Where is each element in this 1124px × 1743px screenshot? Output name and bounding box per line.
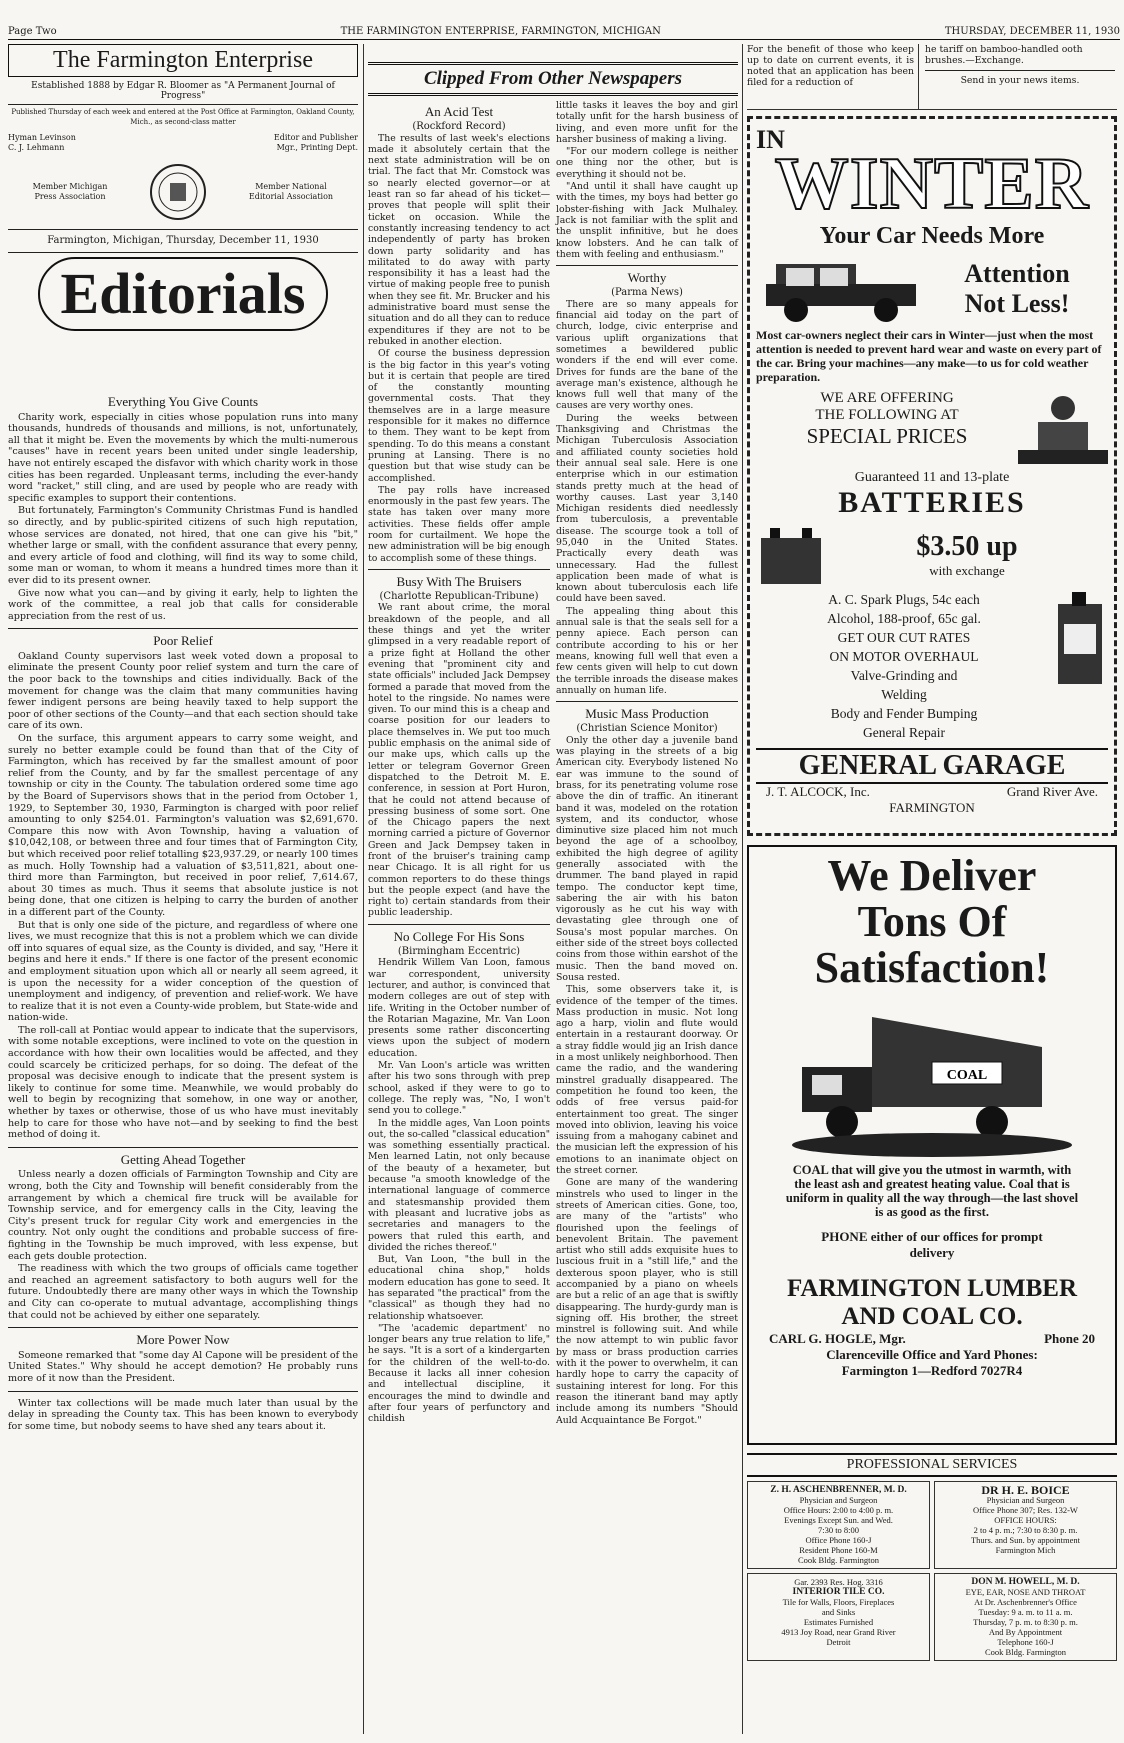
ad-address: Grand River Ave.: [1006, 784, 1098, 799]
paragraph: This, some observers take it, is evidence of the temper of the times. Mass production in music. Not long ago a harp, violin and flute would entertain in a restaurant doorway. Or a stray fiddle would jig an Irish dance in a most unlikely neighborhood. Then came the radio, and the wandering minstrel gradually disappeared. The competition he found too keen, the odds of free versus paid-for entertainment too great. The singer moved into oblivion, leaving his voice issuing from a mahogany cabinet and the musician left the expression of his emotions to an inanimate object on the street corner.: [556, 984, 738, 1177]
paragraph: Hendrik Willem Van Loon, famous war correspondent, university lecturer, and author, is convinced that modern colleges are out of step with life. Writing in the October number of the Rotarian Magazine, Mr. Van Loon presents some rather disconcerting views upon the subject of modern education.: [368, 957, 550, 1059]
filler-tariff: For the benefit of those who keep up to date on current events, it is noted that an application has been filed for a reduction of: [747, 44, 919, 109]
ad-item: GET OUR CUT RATES: [837, 630, 971, 645]
ad-owner: J. T. ALCOCK, Inc.: [766, 784, 870, 799]
ad-blurb: Most car-owners neglect their cars in Winter—just when the most attention is needed to prevent hard wear and waste on every part of the car. Bring your machines—any make—to us for cold weather preparation.: [756, 328, 1102, 384]
paragraph: On the surface, this argument appears to carry some weight, and surely no better example could be found than that of the City of Farmington, which has received by far the smallest amount of poor relief from the County, and by far the smallest percentage of any township or city in the County. The tabulation ordered some time ago by the Board of Supervisors shows that in the period from October 1, 1929, to September 30, 1930, Farmington is charged with poor relief amounting to only $254.01. Farmington's valuation was $2,691,670. Compare this now with Avon Township, having a valuation of $10,042,108, or between three and four times that of Farmington City, but which received poor relief totalling $23,937.29, or nearly 100 times as much. Holly Township had a valuation of $3,511,821, about one-third more than Farmington, but received in poor relief, 7,614.67, about 30 times as much. Thus it seems that absolute justice is not being done, that one citizen is helping to carry the burden of another in a different part of the County.: [8, 733, 358, 918]
member-michigan: Member Michigan Press Association: [32, 182, 108, 201]
service-card: [934, 1573, 1117, 1661]
truck-label: COAL: [946, 1068, 988, 1083]
article-source: (Parma News): [611, 287, 683, 299]
article-title: An Acid Test: [424, 104, 494, 119]
article-source: (Rockford Record): [412, 121, 506, 133]
paragraph: Someone remarked that "some day Al Capone will be president of the United States." Why should he accept demotion? He probably runs more of it now than the President.: [8, 1349, 358, 1384]
ad-following: THE FOLLOWING AT: [815, 407, 959, 423]
staff-role: Editor and Publisher: [273, 133, 358, 142]
filler-news: Send in your news items.: [960, 75, 1080, 86]
staff-name: Hyman Levinson: [8, 133, 76, 142]
ad-item: Alcohol, 188-proof, 65c gal.: [827, 611, 981, 626]
article-source: (Christian Science Monitor): [576, 723, 718, 735]
card-line: 7:30 to 8:00: [817, 1525, 860, 1535]
card-line: Gar. 2393 Res. Hog. 3316: [794, 1577, 883, 1587]
paragraph: Gone are many of the wandering minstrels who used to linger in the streets of American cities. Gone, too, are many of the "artists" who flourished upon the feelings of benevolent Britain. The pavement artist who still adds exquisite hues to luscious fruit in a "still life," and the dexterous spoon player, who is still accompanied by a piano on wheels are but a relic of an age that is swiftly disappearing. The hurdy-gurdy man is signing off. His brother, the street minstrel is following suit. And while the now attempt to win public favor by mass or brass production carries with it the power to overwhelm, it can hardly hope to carry the capacity of sustaining interest for long. For this reason the itinerant band may aptly include among its numbers "Should Auld Acquaintance Be Forgot.": [556, 1177, 738, 1426]
coal-blurb: COAL that will give you the utmost in warmth, with the least ash and greatest heating value. Coal that is uniform in quality all the way through—the last shovel is as good as the first.: [785, 1163, 1079, 1219]
paragraph: The pay rolls have increased enormously in the past few years. The state has taken over many more activities. These fields offer ample room for curtailment. We hope the new administration will be big enough to accomplish some of these things.: [368, 484, 550, 564]
ad-town: FARMINGTON: [889, 800, 975, 815]
member-row: [8, 163, 358, 221]
card-line: Telephone 160-J: [997, 1637, 1054, 1647]
article-source: (Charlotte Republican-Tribune): [379, 591, 539, 603]
paragraph: Winter tax collections will be made much later than usual by the delay in spreading the County tax. This has been known to everybody for some time, but nobody seems to have shed any tears about it.: [8, 1397, 358, 1432]
services-title: PROFESSIONAL SERVICES: [747, 1453, 1117, 1477]
paragraph: In the middle ages, Van Loon points out, the so-called "classical education" was something essentially practical. Men learned Latin, not only because of the beauty of a hexameter, but because "a smooth knowledge of the international language of commerce and statesmanship provided them with pleasant and lucrative jobs as secretaries and managers to the powers that ruled this earth, and divided the riches thereof.": [368, 1117, 550, 1253]
card-line: and Sinks: [821, 1607, 856, 1617]
card-line: Tuesday: 9 a. m. to 11 a. m.: [978, 1607, 1073, 1617]
card-line: And By Appointment: [988, 1627, 1063, 1637]
article-title: Music Mass Production: [585, 706, 709, 722]
staff-role: Mgr., Printing Dept.: [276, 143, 358, 152]
ad-attention: Attention: [964, 259, 1070, 288]
press-seal-icon: [149, 163, 207, 221]
ad-item: General Repair: [862, 725, 946, 740]
article-title: Busy With The Bruisers: [396, 573, 522, 589]
masthead-title: The Farmington Enterprise: [8, 44, 358, 77]
ad-item: ON MOTOR OVERHAUL: [829, 649, 979, 664]
paragraph: But fortunately, Farmington's Community Christmas Fund is handled so directly, and by public-spirited citizens of such high reputation, whose services are donated, not hired, that one can give his "bit," whether large or small, with the confident assurance that every penny, and every article of food and clothing, will find its way to some child, some man or woman, to whom it means a hundred times more than it ever did to its present owner.: [8, 505, 358, 586]
ad-item: A. C. Spark Plugs, 54c each: [828, 592, 980, 607]
paper-name: THE FARMINGTON ENTERPRISE, FARMINGTON, MICHIGAN: [340, 26, 661, 37]
card-line: Physician and Surgeon: [799, 1495, 878, 1505]
column-rule: [742, 44, 743, 1734]
coal-company: FARMINGTON LUMBER: [786, 1275, 1078, 1302]
editorial-title: More Power Now: [136, 1332, 230, 1348]
clipped-header: Clipped From Other Newspapers: [368, 62, 738, 96]
staff-name: C. J. Lehmann: [8, 143, 65, 152]
clipped-column-right: [556, 100, 738, 1427]
article-title: No College For His Sons: [393, 928, 525, 944]
established-line: Established 1888 by Edgar R. Bloomer as "A Permanent Journal of Progress": [31, 81, 335, 101]
editorial-title: Getting Ahead Together: [120, 1151, 246, 1167]
paragraph: "And until it shall have caught up with the times, my boys had better go lobster-fishing with Jack Mulhaley. Jack is not familiar with the split and the unsplit infinitive, but he does know lobsters. And he can talk of them with feeling and enthusiasm.": [556, 181, 738, 260]
coal-ad: [747, 845, 1117, 1445]
card-name: DON M. HOWELL, M. D.: [971, 1577, 1080, 1587]
service-card: [747, 1481, 930, 1569]
masthead: [8, 44, 358, 331]
editorial-title: Everything You Give Counts: [107, 394, 259, 409]
service-card: [747, 1573, 930, 1661]
paragraph: Give now what you can—and by giving it early, help to lighten the work of the committee, a real job that calls for considerable appreciation from the rest of us.: [8, 587, 358, 622]
card-line: OFFICE HOURS:: [994, 1515, 1057, 1525]
paragraph: There are so many appeals for financial aid today on the part of church, lodge, civic enterprise and various uplift organizations that sometimes a bewildered public wonders if the end will ever come. Drives for funds are the bane of the average man's existence, although he knows full well that many of the causes are very worthy ones.: [556, 298, 738, 412]
ad-item: Valve-Grinding and: [850, 668, 958, 683]
ad-winter: WINTER: [774, 143, 1090, 225]
card-line: Office Phone 307; Res. 132-W: [973, 1505, 1078, 1515]
card-line: Thursday, 7 p. m. to 8:30 p. m.: [973, 1617, 1078, 1627]
article-source: (Birmingham Eccentric): [397, 946, 521, 958]
paragraph: "The 'academic department' no longer bears any true relation to life," he says. "It is a sort of a kindergarten for the children of the well-to-do. Because it lacks all inner cohesion and intellectual discipline, it encourages the mind to dwindle and after four years of perfunctory and childish: [368, 1322, 550, 1425]
can-icon: [1052, 590, 1108, 690]
publication-note: Published Thursday of each week and entered at the Post Office at Farmington, Oakland County, Mich., as second-class matter: [11, 108, 355, 126]
clipped-column-left: [368, 100, 550, 1426]
filler-strip: [747, 44, 1117, 110]
card-name: Z. H. ASCHENBRENNER, M. D.: [770, 1485, 907, 1495]
editorials-banner: Editorials: [38, 257, 328, 331]
card-line: Cook Bldg. Farmington: [798, 1555, 879, 1565]
card-line: 4913 Joy Road, near Grand River: [781, 1627, 896, 1637]
card-line: Resident Phone 160-M: [799, 1545, 878, 1555]
card-line: Office Phone 160-J: [805, 1535, 872, 1545]
ad-car-needs: Your Car Needs More: [819, 223, 1045, 249]
card-line: Thurs. and Sun. by appointment: [970, 1535, 1081, 1545]
coal-headline: Satisfaction!: [814, 943, 1050, 992]
card-line: Cook Bldg. Farmington: [985, 1647, 1066, 1657]
coal-phone-number: Phone 20: [1044, 1331, 1095, 1346]
car-icon: [756, 254, 926, 324]
paragraph: little tasks it leaves the boy and girl totally unfit for the harsh business of living, and even more unfit for the harsher business of making a living.: [556, 100, 738, 145]
card-line: Office Hours: 2:00 to 4:00 p. m.: [783, 1505, 894, 1515]
paragraph: Oakland County supervisors last week voted down a proposal to eliminate the present County poor relief system and turn the care of the poor back to the townships and cities individually. Back of the movement for change was the claim that many communities having fewer indigent persons are being heavily taxed to help support the poor of other sections of the County—and that each section should take care of its own.: [8, 650, 358, 732]
service-card: [934, 1481, 1117, 1569]
editorial-title: Poor Relief: [153, 633, 213, 649]
paragraph: Mr. Van Loon's article was written after his two sons through with prep school, asked if they were to go to college. The reply was, "No, I won't send you to college.": [368, 1060, 550, 1117]
ad-item: Body and Fender Bumping: [830, 706, 978, 721]
member-national: Member National Editorial Association: [248, 182, 334, 201]
paragraph: During the weeks between Thanksgiving and Christmas the Michigan Tuberculosis Association and affiliated county societies hold their annual seal sale. Here is one enterprise which in our estimation stands pretty much at the head of worthy causes. Last year 3,140 Michigan residents died needlessly from tuberculosis, a preventable disease. The scourge took a toll of 95,040 in the United States. Practically every death was unnecessary. Had the fullest application been made of what is known about tuberculosis each life could have been saved.: [556, 412, 738, 605]
card-line: Tile for Walls, Floors, Fireplaces: [782, 1597, 895, 1607]
ad-exchange: with exchange: [929, 563, 1005, 578]
ad-offering: WE ARE OFFERING: [820, 390, 954, 406]
paragraph: "For our modern college is neither one thing nor the other, but is everything it should not be.: [556, 146, 738, 180]
article-title: Worthy: [627, 270, 667, 286]
paragraph: The roll-call at Pontiac would appear to indicate that the supervisors, with some notable exceptions, were inclined to vote on the question in accordance with how their own localities would be affected, and they could scarcely be criticized perhaps, for so doing. The defeat of the proposal was decisive enough to indicate that the present system is likely to continue for some time. Meanwhile, we would probably do well to begin by recognizing that somehow, in one way or another, whether by taxes or otherwise, those of us who have must inevitably help to care for those who have not—and by seeking to find the best method of doing it.: [8, 1024, 358, 1141]
card-line: Evenings Except Sun. and Wed.: [784, 1515, 893, 1525]
dateline: Farmington, Michigan, Thursday, December 11, 1930: [47, 235, 319, 246]
coal-office: Clarenceville Office and Yard Phones:: [826, 1347, 1038, 1362]
card-line: Estimates Furnished: [803, 1617, 874, 1627]
coal-truck-icon: [782, 997, 1082, 1157]
paragraph: The readiness with which the two groups of officials came together and reached an agreement satisfactory to both augurs well for the future. Undoubtedly there are many other ways in which the Township and City can co-operate to mutual advantage, accomplishing things that could not be achieved by either one separately.: [8, 1263, 358, 1321]
page-number: Page Two: [8, 26, 57, 37]
ad-item: Welding: [881, 687, 927, 702]
ad-price: $3.50 up: [916, 531, 1018, 562]
card-line: Farmington Mich: [995, 1545, 1056, 1555]
issue-date: THURSDAY, DECEMBER 11, 1930: [944, 26, 1120, 37]
editorials-column: [8, 390, 358, 1433]
staff-row: [8, 133, 358, 143]
card-line: 2 to 4 p. m.; 7:30 to 8:30 p. m.: [973, 1525, 1078, 1535]
paragraph: But, Van Loon, "the bull in the educational china shop," holds modern education has gone to seed. It has separated "the practical" from the "classical" as though they had no relationship whatsoever.: [368, 1254, 550, 1322]
paragraph: Only the other day a juvenile band was playing in the streets of a big American city. Everybody listened No ear was immune to the sound of brass, for its penetrating volume rose above the din of traffic. An itinerant band it was, modeled on the rotation system, and its conductor, whose diminutive size placed him not much beyond the age of a schoolboy, exhibited the high degree of agility generally associated with the drummer. The band played in rapid tempo. The conductor kept time, sabering the air with his baton vigorously as he cut his way with devastating glee through one of Sousa's most popular marches. On either side of the street boys collected coins from those within earshot of the music. Then the band moved on. Sousa rested.: [556, 734, 738, 983]
garage-ad: [747, 116, 1117, 836]
ad-garage-name: GENERAL GARAGE: [756, 748, 1108, 784]
paragraph: We rant about crime, the moral breakdown of the people, and all these things and yet the writer glimpsed in a very readable report of a prize fight at Holland the other evening that "prominent city and state officials" included Jack Dempsey formed a parade that moved from the hotel to the ringside. No names were given. To our mind this is a cheap and coarse position for our leaders to place themselves in. We put too much public emphasis on the animal side of our make ups, which calls up the letter or telegram Governor Green dispatched to the Detroit M. E. conference, in session at Port Huron, that he could not attend because of pressing business of some sort. One of the Chicago papers the next morning carried a picture of Governor Green and Jack Dempsey taken in front of the bruiser's training camp near Chicago. It is all right for us common reporters to do these things but the people expect (and have the right to) certain standards from their public leadership.: [368, 602, 550, 919]
paragraph: But that is only one side of the picture, and regardless of where one lives, we must recognize that this is not a problem which we can divide off into squares of equal size, as the County is divided, and say, "Here it begins and here it ends." If there is one factor of the present economic and employment situation upon which all or nearly all seem agreed, it is upon the necessity for a wider conception of the question of unemployment and indigency, of prevention and relief-work. We have to realize that it is not even a County-wide problem, but State-wide and nation-wide.: [8, 919, 358, 1024]
ad-guaranteed: Guaranteed 11 and 13-plate: [854, 470, 1010, 485]
coal-manager: CARL G. HOGLE, Mgr.: [769, 1331, 906, 1346]
paragraph: The results of last week's elections made it absolutely certain that the next state administration will be on trial. The fact that Mr. Comstock was so nearly elected governor—or at least ran so far ahead of his ticket—proves that people will split their ticket on occasion. While the constantly increasing tendency to act independently of party has broken down party solidarity and has militated to do away with party responsibility it has a least had the virtue of making people free to punish when they see fit. Mr. Brucker and his administrative board must sense the situation and do all they can to reduce expenditures if they are not to be rebuked in another election.: [368, 132, 550, 347]
paragraph: The appealing thing about this annual sale is that the seals sell for a penny apiece. Each person can contribute according to his or her means, knowing full well that even a few cents given will help to cut down the terrible inroads the disease makes annually on human life.: [556, 605, 738, 696]
filler-toothbrush: he tariff on bamboo-handled ooth brushes.—Exchange.: [925, 44, 1083, 66]
card-line: EYE, EAR, NOSE AND THROAT: [965, 1587, 1086, 1597]
paragraph: Of course the business depression is the big factor in this year's voting but it is certain that people are tired of the constantly mounting governmental costs. That they themselves are in a large measure responsible for it makes no differnce to them. They want to be kept from spending. To do this means a constant pruning at Lansing. There is no question but that wise study can be accomplished.: [368, 348, 550, 484]
card-line: Physician and Surgeon: [986, 1495, 1065, 1505]
page-header: [8, 26, 1120, 40]
battery-icon: [756, 520, 826, 590]
ad-special: SPECIAL PRICES: [806, 424, 968, 448]
staff-row: [8, 143, 358, 153]
professional-services: [747, 1453, 1117, 1733]
mechanic-icon: [1018, 390, 1108, 470]
card-line: Detroit: [826, 1637, 851, 1647]
card-name: DR H. E. BOICE: [981, 1483, 1070, 1497]
coal-company: AND COAL CO.: [841, 1303, 1023, 1330]
card-line: At Dr. Aschenbrenner's Office: [974, 1597, 1077, 1607]
coal-phones: Farmington 1—Redford 7027R4: [841, 1363, 1023, 1378]
ad-batteries: BATTERIES: [838, 486, 1026, 519]
column-rule: [363, 44, 364, 1734]
coal-headline: We Deliver: [827, 851, 1037, 900]
ad-in: IN: [756, 125, 785, 154]
card-name: INTERIOR TILE CO.: [792, 1587, 885, 1597]
coal-headline: Tons Of: [857, 897, 1007, 946]
paragraph: Charity work, especially in cities whose population runs into many thousands, hundreds of thousands and millions, is not, unfortunately, all that it might be. Even the movements by which the multi-numerous "causes" have in recent years been united under single leadership, have not entirely escaped the disfavor with which charity work in those cities has been regarded. Unpleasant terms, including the ever-handy word "racket," still cling, and are used by people who are ready with specific examples to support their contentions.: [8, 411, 358, 504]
paragraph: Unless nearly a dozen officials of Farmington Township and City are wrong, both the City and Township will benefit considerably from the arrangement by which a chemical fire truck will be available for Township service, and for emergency calls in the City, leaving the City's present truck for regular City work and emergencies in the country. Not only ought the conditions and probable success of fire-fighting in the Township be much improved, with less expense, but each gets double protection.: [8, 1169, 358, 1262]
coal-phone: PHONE either of our offices for prompt delivery: [821, 1229, 1043, 1260]
ad-not-less: Not Less!: [964, 289, 1070, 318]
